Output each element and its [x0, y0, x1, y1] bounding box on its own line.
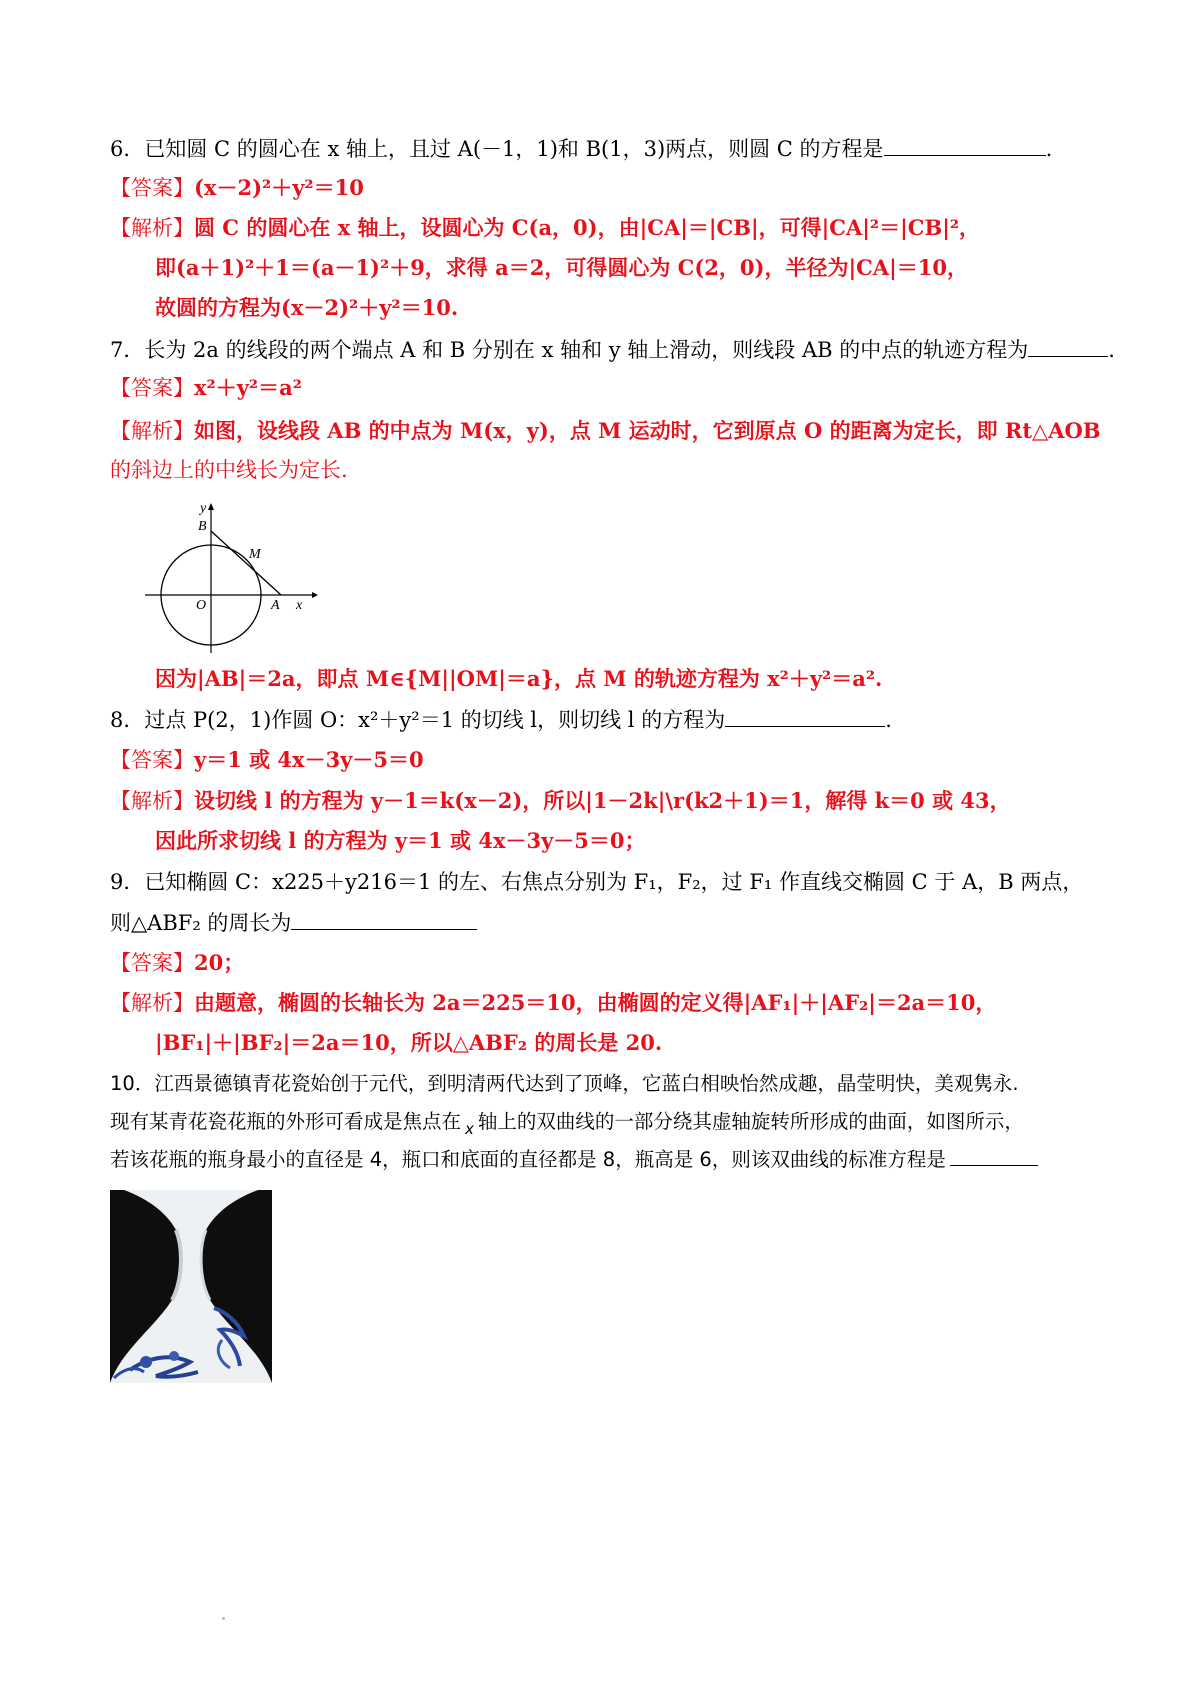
label-a: A	[271, 598, 280, 613]
q9-question-line-1: 9．已知椭圆 C：x225＋y216＝1 的左、右焦点分别为 F₁，F₂，过 F₁ 作直线交椭圆 C 于 A，B 两点，	[110, 870, 1084, 894]
label-b: B	[198, 519, 207, 534]
q10-line-1: 10．江西景德镇青花瓷始创于元代，到明清两代达到了顶峰，它蓝白相映怡然成趣，晶莹明快，美观隽永.	[110, 1072, 1019, 1095]
q6-analysis-line-1: 【解析】圆 C 的圆心在 x 轴上，设圆心为 C(a，0)，由|CA|＝|CB|，可得|CA|²＝|CB|²，	[110, 215, 981, 240]
q7-answer: 【答案】x²＋y²＝a²	[110, 375, 302, 400]
q10-line-2: 现有某青花瓷花瓶的外形可看成是焦点在 $_x$ 轴上的双曲线的一部分绕其虚轴旋转所形成的曲面，如图所示，	[110, 1110, 1024, 1138]
label-m: M	[249, 547, 261, 562]
x-axis-arrow	[312, 592, 318, 598]
q6-analysis-line-2: 即(a＋1)²＋1＝(a－1)²＋9，求得 a＝2，可得圆心为 C(2，0)，半径为|CA|＝10，	[155, 255, 968, 280]
q9-answer: 【答案】20；	[110, 950, 245, 975]
q8-analysis-line-1: 【解析】设切线 l 的方程为 y－1＝k(x－2)，所以|1－2k|\r(k2＋1)＝1，解得 k＝0 或 43，	[110, 788, 1011, 813]
q9-answer-blank[interactable]	[291, 907, 477, 930]
label-o: O	[196, 598, 207, 613]
vase-photo	[110, 1190, 272, 1383]
q8-analysis-line-2: 因此所求切线 l 的方程为 y＝1 或 4x－3y－5＝0；	[155, 828, 646, 853]
q8-answer: 【答案】y＝1 或 4x－3y－5＝0	[110, 747, 424, 772]
q6-analysis-line-3: 故圆的方程为(x－2)²＋y²＝10.	[155, 295, 459, 320]
q6-answer-blank[interactable]	[884, 133, 1046, 156]
label-y: y	[200, 501, 207, 516]
q8-answer-blank[interactable]	[725, 704, 885, 727]
q9-question-line-2: 则△ABF₂ 的周长为	[110, 907, 477, 938]
q10-line-3: 若该花瓶的瓶身最小的直径是 4，瓶口和底面的直径都是 8，瓶高是 6，则该双曲线的标准方程是	[110, 1143, 1038, 1175]
q8-question: 8．过点 P(2，1)作圆 O：x²＋y²＝1 的切线 l，则切线 l 的方程为 .	[110, 704, 892, 735]
q7-question: 7．长为 2a 的线段的两个端点 A 和 B 分别在 x 轴和 y 轴上滑动，则线段 AB 的中点的轨迹方程为 .	[110, 334, 1115, 365]
q9-analysis-line-1: 【解析】由题意，椭圆的长轴长为 2a＝225＝10，由椭圆的定义得|AF₁|＋|AF₂|＝2a＝10，	[110, 990, 997, 1015]
label-x: x	[296, 598, 303, 613]
segment-ab	[211, 531, 281, 595]
y-axis-arrow	[208, 503, 214, 510]
scan-speck	[222, 1617, 225, 1620]
q7-analysis-line-2: 的斜边上的中线长为定长.	[110, 458, 348, 482]
q6-answer: 【答案】(x－2)²＋y²＝10	[110, 175, 364, 200]
q6-question: 6．已知圆 C 的圆心在 x 轴上，且过 A(－1，1)和 B(1，3)两点，则圆 C 的方程是 .	[110, 133, 1052, 164]
q9-analysis-line-2: |BF₁|＋|BF₂|＝2a＝10，所以△ABF₂ 的周长是 20.	[155, 1030, 663, 1055]
q7-analysis-line-1: 【解析】如图，设线段 AB 的中点为 M(x，y)，点 M 运动时，它到原点 O 的距离为定长，即 Rt△AOB	[110, 418, 1101, 443]
q7-answer-blank[interactable]	[1028, 334, 1108, 357]
q10-answer-blank[interactable]	[950, 1143, 1038, 1166]
q7-conclusion: 因为|AB|＝2a，即点 M∈{M||OM|＝a}，点 M 的轨迹方程为 x²＋y²＝a².	[155, 666, 883, 691]
circle-locus-figure	[140, 498, 340, 658]
